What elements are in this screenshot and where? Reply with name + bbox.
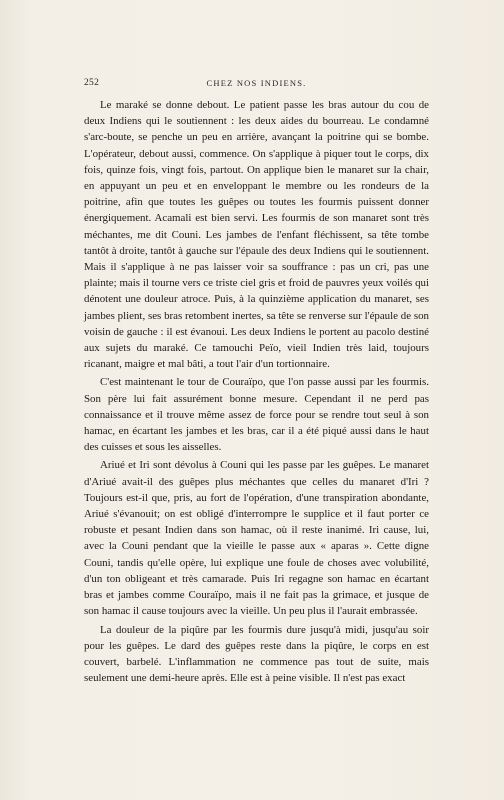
paragraph: Ariué et Iri sont dévolus à Couni qui les passe par les guêpes. Le manaret d'Ariué avait-il des guêpes plus méchantes que celles du manaret d'Iri ? Toujours est-il que, pris, au fort de l'opération, d'une transpiration abondante, Ariué s'évanouit; on est obligé d'interrompre le supplice et il faut porter ce robuste et pesant Indien dans son hamac, où il reste inanimé. Iri cause, lui, avec la Couni pendant que la vieille le passe aux « aparas ». Cette digne Couni, tandis qu'elle opère, lui explique une foule de choses avec volubilité, d'un ton obligeant et très camarade. Puis Iri regagne son hamac en écartant bras et jambes comme Couraïpo, mais il ne fait pas la grimace, et jusque de son hamac il cause toujours avec la vieille. Un peu plus il l'aurait embrassée. (84, 459, 429, 618)
page-number: 252 (84, 78, 100, 88)
page-header (84, 78, 429, 92)
paragraph: Le maraké se donne debout. Le patient passe les bras autour du cou de deux Indiens qui le soutiennent : les deux aides du bourreau. Le condamné s'arc-boute, se penche un peu en arrière, avançant la poitrine qui se bombe. L'opérateur, debout aussi, commence. On s'applique à piquer tout le corps, dix fois, quinze fois, vingt fois, partout. On applique bien le manaret sur la chair, en appuyant un peu et en enveloppant le membre ou les rondeurs de la poitrine, afin que toutes les guêpes ou toutes les fourmis puissent donner énergiquement. Acamali est bien servi. Les fourmis de son manaret sont très méchantes, me dit Couni. Les jambes de l'enfant fléchissent, sa tête tombe tantôt à droite, tantôt à gauche sur l'épaule des deux Indiens qui le soutiennent. Mais il s'applique à ne pas laisser voir sa souffrance : pas un cri, pas une plainte; mais il tourne vers ce triste ciel gris et froid de pauvres yeux voilés qui dénotent une douleur atroce. Puis, à la quinzième application du manaret, ses jambes plient, ses bras retombent inertes, sa tête se renverse sur l'épaule de son voisin de gauche : il est évanoui. Les deux Indiens le portent au pacolo destiné aux sujets du maraké. Ce tamouchi Peïo, vieil Indien très laid, toujours ricanant, maigre et mal bâti, a tout l'air d'un tortionnaire. (84, 99, 429, 371)
paragraph: C'est maintenant le tour de Couraïpo, que l'on passe aussi par les fourmis. Son père lui fait assurément bonne mesure. Cependant il ne perd pas connaissance et il trouve même assez de force pour se rendre tout seul à son hamac, en écartant les jambes et les bras, car il a été piqué aussi dans le haut des cuisses et sous les aisselles. (84, 376, 429, 454)
running-title: CHEZ NOS INDIENS. (206, 78, 307, 88)
paragraph: La douleur de la piqûre par les fourmis dure jusqu'à midi, jusqu'au soir pour les guêpes. Le dard des guêpes reste dans la piqûre, le corps en est couvert, barbelé. L'inflammation ne commence pas tout de suite, mais seulement une demi-heure après. Elle est à peine visible. Il n'est pas exact (84, 623, 429, 685)
body-text (84, 97, 429, 686)
